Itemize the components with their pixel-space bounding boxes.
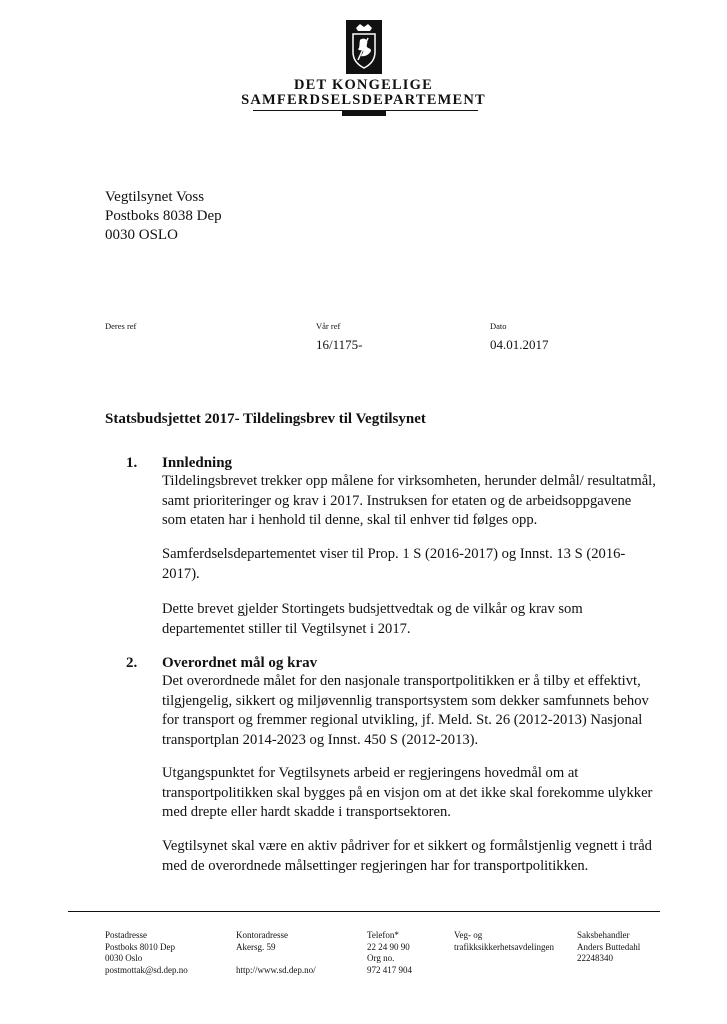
header-rule-accent: [342, 111, 386, 116]
recipient-address: Postboks 8038 Dep: [105, 208, 222, 224]
footer-email[interactable]: postmottak@sd.dep.no: [105, 964, 188, 975]
footer-avdeling: Veg- og trafikksikkerhetsavdelingen: [454, 930, 554, 952]
letter-subject: Statsbudsjettet 2017- Tildelingsbrev til Vegtilsynet: [105, 411, 426, 427]
footer-saksbehandler: Saksbehandler Anders Buttedahl 22248340: [577, 930, 641, 963]
var-ref-label: Vår ref: [316, 321, 341, 331]
section-number: 2.: [126, 655, 138, 671]
footer-kontoradresse: Kontoradresse Akersg. 59 http://www.sd.dep.no/: [236, 930, 316, 975]
coat-of-arms-lion-icon: [346, 20, 382, 74]
paragraph: Utgangspunktet for Vegtilsynets arbeid er regjeringens hovedmål om at transportpolitikken skal bygges på en visjon om at det ikke skal forekomme ulykker med drepte eller hardt skadde i transportsektoren.: [162, 765, 653, 821]
dato-value: 04.01.2017: [490, 337, 549, 352]
paragraph: Vegtilsynet skal være en aktiv pådriver for et sikkert og formålstjenlig vegnett i tråd med de overordnede målsettinger regjeringen har for transportpolitikken.: [162, 838, 652, 874]
paragraph: Det overordnede målet for den nasjonale transportpolitikken er å tilby et effektivt, tilgjengelig, sikkert og miljøvennlig transportsystem som dekker samfunnets behov for transport og fremmer regional utvikling, jf. Meld. St. 26 (2012-2013) Nasjonal transportplan 2014-2023 og Innst. 450 S (2012-2013).: [162, 673, 649, 748]
department-name-line2: SAMFERDSELSDEPARTEMENT: [241, 92, 486, 108]
section-title: Overordnet mål og krav: [162, 655, 318, 671]
footer-website-link[interactable]: http://www.sd.dep.no/: [236, 964, 316, 975]
paragraph: Samferdselsdepartementet viser til Prop. 1 S (2016-2017) og Innst. 13 S (2016- 2017).: [162, 546, 626, 582]
department-name-line1: DET KONGELIGE: [293, 77, 434, 93]
recipient-city: 0030 OSLO: [105, 227, 178, 243]
var-ref-value: 16/1175-: [316, 337, 363, 352]
deres-ref-label: Deres ref: [105, 321, 137, 331]
recipient-name: Vegtilsynet Voss: [105, 189, 205, 205]
footer-postadresse: Postadresse Postboks 8010 Dep 0030 Oslo postmottak@sd.dep.no: [105, 930, 188, 975]
paragraph: Dette brevet gjelder Stortingets budsjettvedtak og de vilkår og krav som departementet stiller til Vegtilsynet i 2017.: [162, 601, 583, 637]
footer-rule: [68, 911, 660, 912]
paragraph: Tildelingsbrevet trekker opp målene for virksomheten, herunder delmål/ resultatmål, samt prioriteringer og krav i 2017. Instruksen for etaten og de arbeidsoppgavene som etaten har i henhold til denne, skal til enhver tid følges opp.: [162, 473, 656, 529]
section-number: 1.: [126, 455, 138, 471]
section-title: Innledning: [162, 455, 233, 471]
dato-label: Dato: [490, 321, 507, 331]
footer-telefon: Telefon* 22 24 90 90 Org no. 972 417 904: [367, 930, 412, 975]
